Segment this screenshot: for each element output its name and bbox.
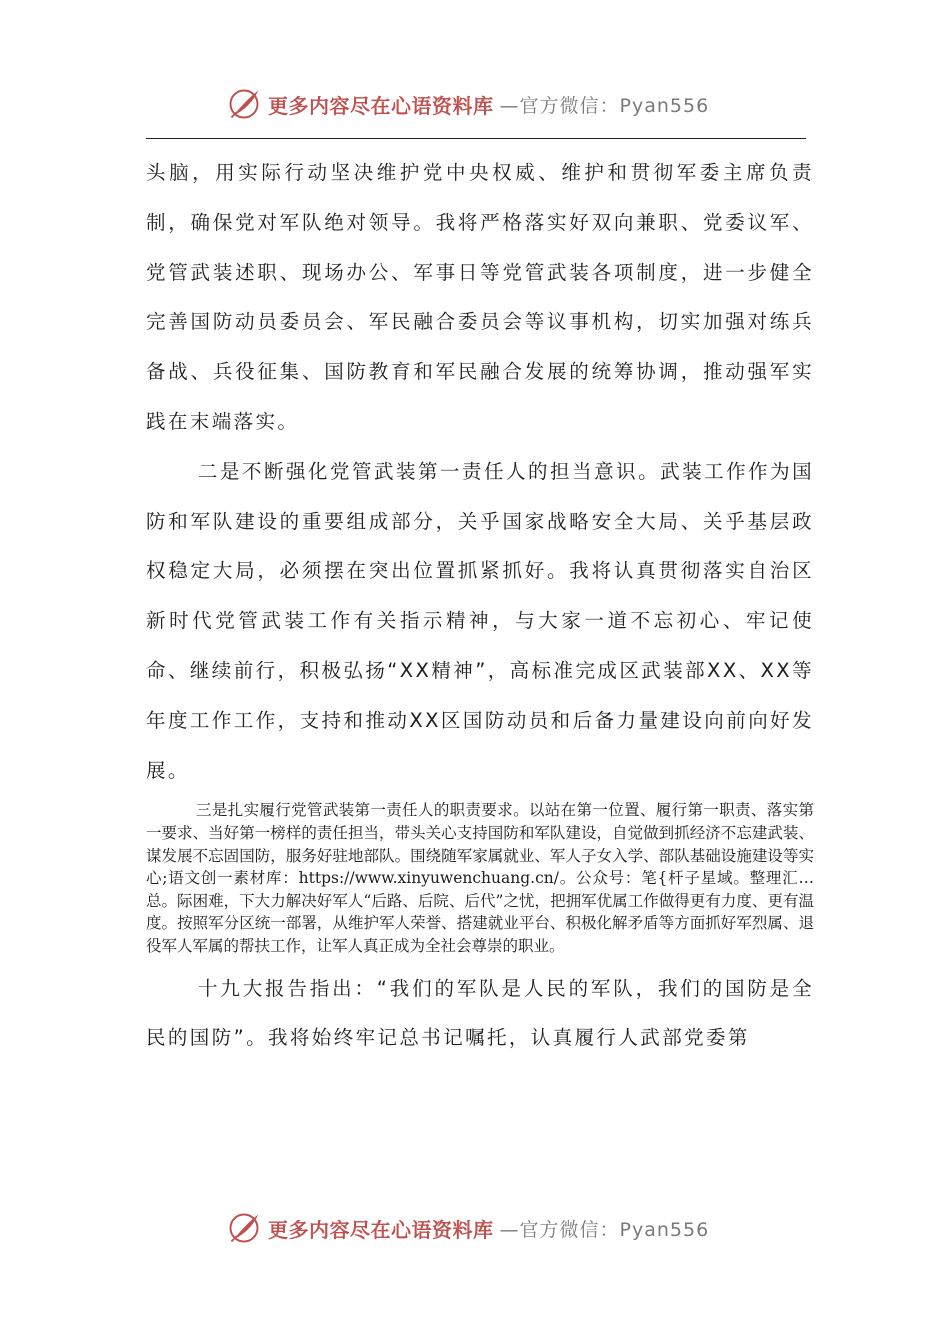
paragraph-continued: 头脑，用实际行动坚决维护党中央权威、维护和贯彻军委主席负责制，确保党对军队绝对领导。我将严格落实好双向兼职、党委议军、党管武装述职、现场办公、军事日等党管武装各项制度，进一步健全完善国防动员委员会、军民融合委员会等议事机构，切实加强对练兵备战、兵役征集、国防教育和军民融合发展的统筹协调，推动强军实践在末端落实。 [146,161,814,433]
header-brand: 更多内容尽在心语资料库 [268,93,494,118]
footer-brand: 更多内容尽在心语资料库 [268,1217,494,1242]
header-rule [146,138,806,139]
quill-logo-icon [226,1210,262,1246]
footer-official-wechat: —官方微信：Pyan556 [499,1218,710,1241]
document-body [146,148,814,1063]
paragraph-second-point: 二是不断强化党管武装第一责任人的担当意识。武装工作作为国防和军队建设的重要组成部分，关乎国家战略安全大局、关乎基层政权稳定大局，必须摆在突出位置抓紧抓好。我将认真贯彻落实自治区新时代党管武装工作有关指示精神，与大家一道不忘初心、牢记使命、继续前行，积极弘扬“XX精神”，高标准完成区武装部XX、XX等年度工作工作，支持和推动XX区国防动员和后备力量建设向前向好发展。 [146,459,814,782]
quill-logo-icon [226,86,262,122]
paragraph-third-point: 三是扎实履行党管武装第一责任人的职责要求。以站在第一位置、履行第一职责、落实第一要求、当好第一榜样的责任担当，带头关心支持国防和军队建设，自觉做到抓经济不忘建武装、谋发展不忘固国防，服务好驻地部队。围绕随军家属就业、军人子女入学、部队基础设施建设等实心;语文创一素材库：https://www.xinyuwenchuang.cn/。公众号：笔{杆子星域。整理汇…总。际困难，下大力解决好军人“后路、后院、后代”之忧，把拥军优属工作做得更有力度、更有温度。按照军分区统一部署，从维护军人荣誉、搭建就业平台、积极化解矛盾等方面抓好军烈属、退役军人军属的帮扶工作，让军人真正成为全社会尊崇的职业。 [146,801,814,955]
footer-banner [226,1208,709,1248]
paragraph-report-quote: 十九大报告指出：“我们的军队是人民的军队，我们的国防是全民的国防”。我将始终牢记总书记嘱托，认真履行人武部党委第 [146,976,814,1050]
header-banner [226,84,709,124]
header-official-wechat: —官方微信：Pyan556 [499,94,710,117]
